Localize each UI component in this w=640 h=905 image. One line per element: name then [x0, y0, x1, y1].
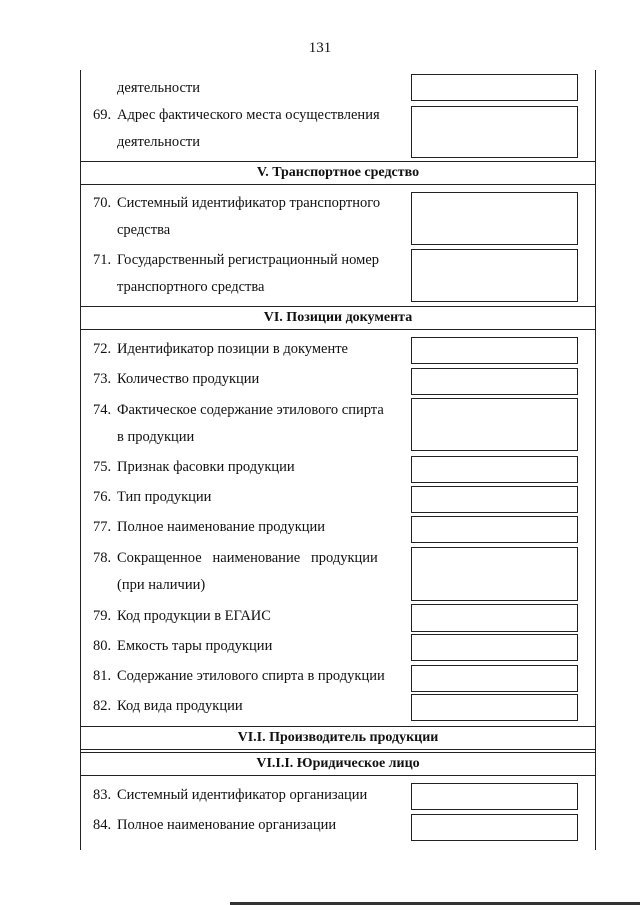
value-field-82[interactable] [411, 694, 578, 721]
value-field-70[interactable] [411, 192, 578, 245]
value-field-69[interactable] [411, 106, 578, 158]
value-field-71[interactable] [411, 249, 578, 302]
form-row-label-76 [93, 484, 393, 511]
row-label-continuation: средства [117, 222, 171, 238]
value-field-81[interactable] [411, 665, 578, 692]
row-label-text: Тип продукции [117, 489, 212, 505]
row-number: 81. [93, 668, 112, 684]
row-number: 74. [93, 402, 112, 418]
row-number: 72. [93, 341, 112, 357]
row-number: 82. [93, 698, 112, 714]
row-number: 69. [93, 107, 112, 123]
row-label-continuation: (при наличии) [117, 577, 206, 593]
row-number: 70. [93, 195, 112, 211]
row-number: 80. [93, 638, 112, 654]
row-label-text: Государственный регистрационный номер [117, 252, 380, 268]
row-number: 78. [93, 550, 112, 566]
row-label-continuation: в продукции [117, 429, 195, 445]
value-field-74[interactable] [411, 398, 578, 451]
row-number: 83. [93, 787, 112, 803]
form-frame [80, 70, 596, 850]
row-label-text: Полное наименование продукции [117, 519, 326, 535]
row-label-continuation: транспортного средства [117, 279, 265, 295]
row-number: 79. [93, 608, 112, 624]
value-field-84[interactable] [411, 814, 578, 841]
value-field-75[interactable] [411, 456, 578, 483]
form-row-label-78 [93, 545, 393, 599]
value-field-79[interactable] [411, 604, 578, 632]
value-field-68[interactable] [411, 74, 578, 101]
value-field-78[interactable] [411, 547, 578, 601]
form-row-label-77 [93, 514, 393, 541]
section-header-v: V. Транспортное средство [81, 161, 595, 185]
row-label-text: Емкость тары продукции [117, 638, 273, 654]
form-row-label-73 [93, 366, 393, 393]
form-row-label-72 [93, 336, 393, 363]
row-number: 71. [93, 252, 112, 268]
form-row-label-69 [93, 102, 393, 156]
form-row-label-70 [93, 190, 393, 244]
row-label-text: Полное наименование организации [117, 817, 337, 833]
form-row-label-83 [93, 782, 393, 809]
form-row-label-84 [93, 812, 393, 839]
form-row-label [93, 75, 393, 102]
row-number: 84. [93, 817, 112, 833]
value-field-77[interactable] [411, 516, 578, 543]
form-row-label-75 [93, 454, 393, 481]
row-label-text: Количество продукции [117, 371, 260, 387]
section-header-vi: VI. Позиции документа [81, 306, 595, 330]
row-label-continuation: деятельности [117, 134, 201, 150]
section-header-vi-i-i: VI.I.I. Юридическое лицо [81, 752, 595, 776]
form-row-label-71 [93, 247, 393, 301]
form-row-label-81 [93, 663, 393, 690]
row-label-text: Код вида продукции [117, 698, 243, 714]
row-label-text: Содержание этилового спирта в продукции [117, 668, 385, 684]
row-number: 75. [93, 459, 112, 475]
row-number: 77. [93, 519, 112, 535]
value-field-80[interactable] [411, 634, 578, 661]
form-row-label-82 [93, 693, 393, 720]
row-label-text: деятельности [117, 80, 201, 96]
row-label-text: Признак фасовки продукции [117, 459, 295, 475]
row-label-text: Идентификатор позиции в документе [117, 341, 348, 357]
section-header-vi-i: VI.I. Производитель продукции [81, 726, 595, 750]
row-label-text: Системный идентификатор транспортного [117, 195, 381, 211]
value-field-73[interactable] [411, 368, 578, 395]
value-field-76[interactable] [411, 486, 578, 513]
row-label-text: Адрес фактического места осуществления [117, 107, 380, 123]
form-row-label-79 [93, 603, 393, 630]
row-number: 76. [93, 489, 112, 505]
page-number: 131 [308, 40, 332, 56]
row-number: 73. [93, 371, 112, 387]
row-label-text: Код продукции в ЕГАИС [117, 608, 271, 624]
value-field-72[interactable] [411, 337, 578, 364]
row-label-text: Сокращенное наименование продукции [117, 550, 378, 566]
value-field-83[interactable] [411, 783, 578, 810]
form-row-label-80 [93, 633, 393, 660]
row-label-text: Фактическое содержание этилового спирта [117, 402, 384, 418]
row-label-text: Системный идентификатор организации [117, 787, 368, 803]
form-row-label-74 [93, 397, 393, 451]
